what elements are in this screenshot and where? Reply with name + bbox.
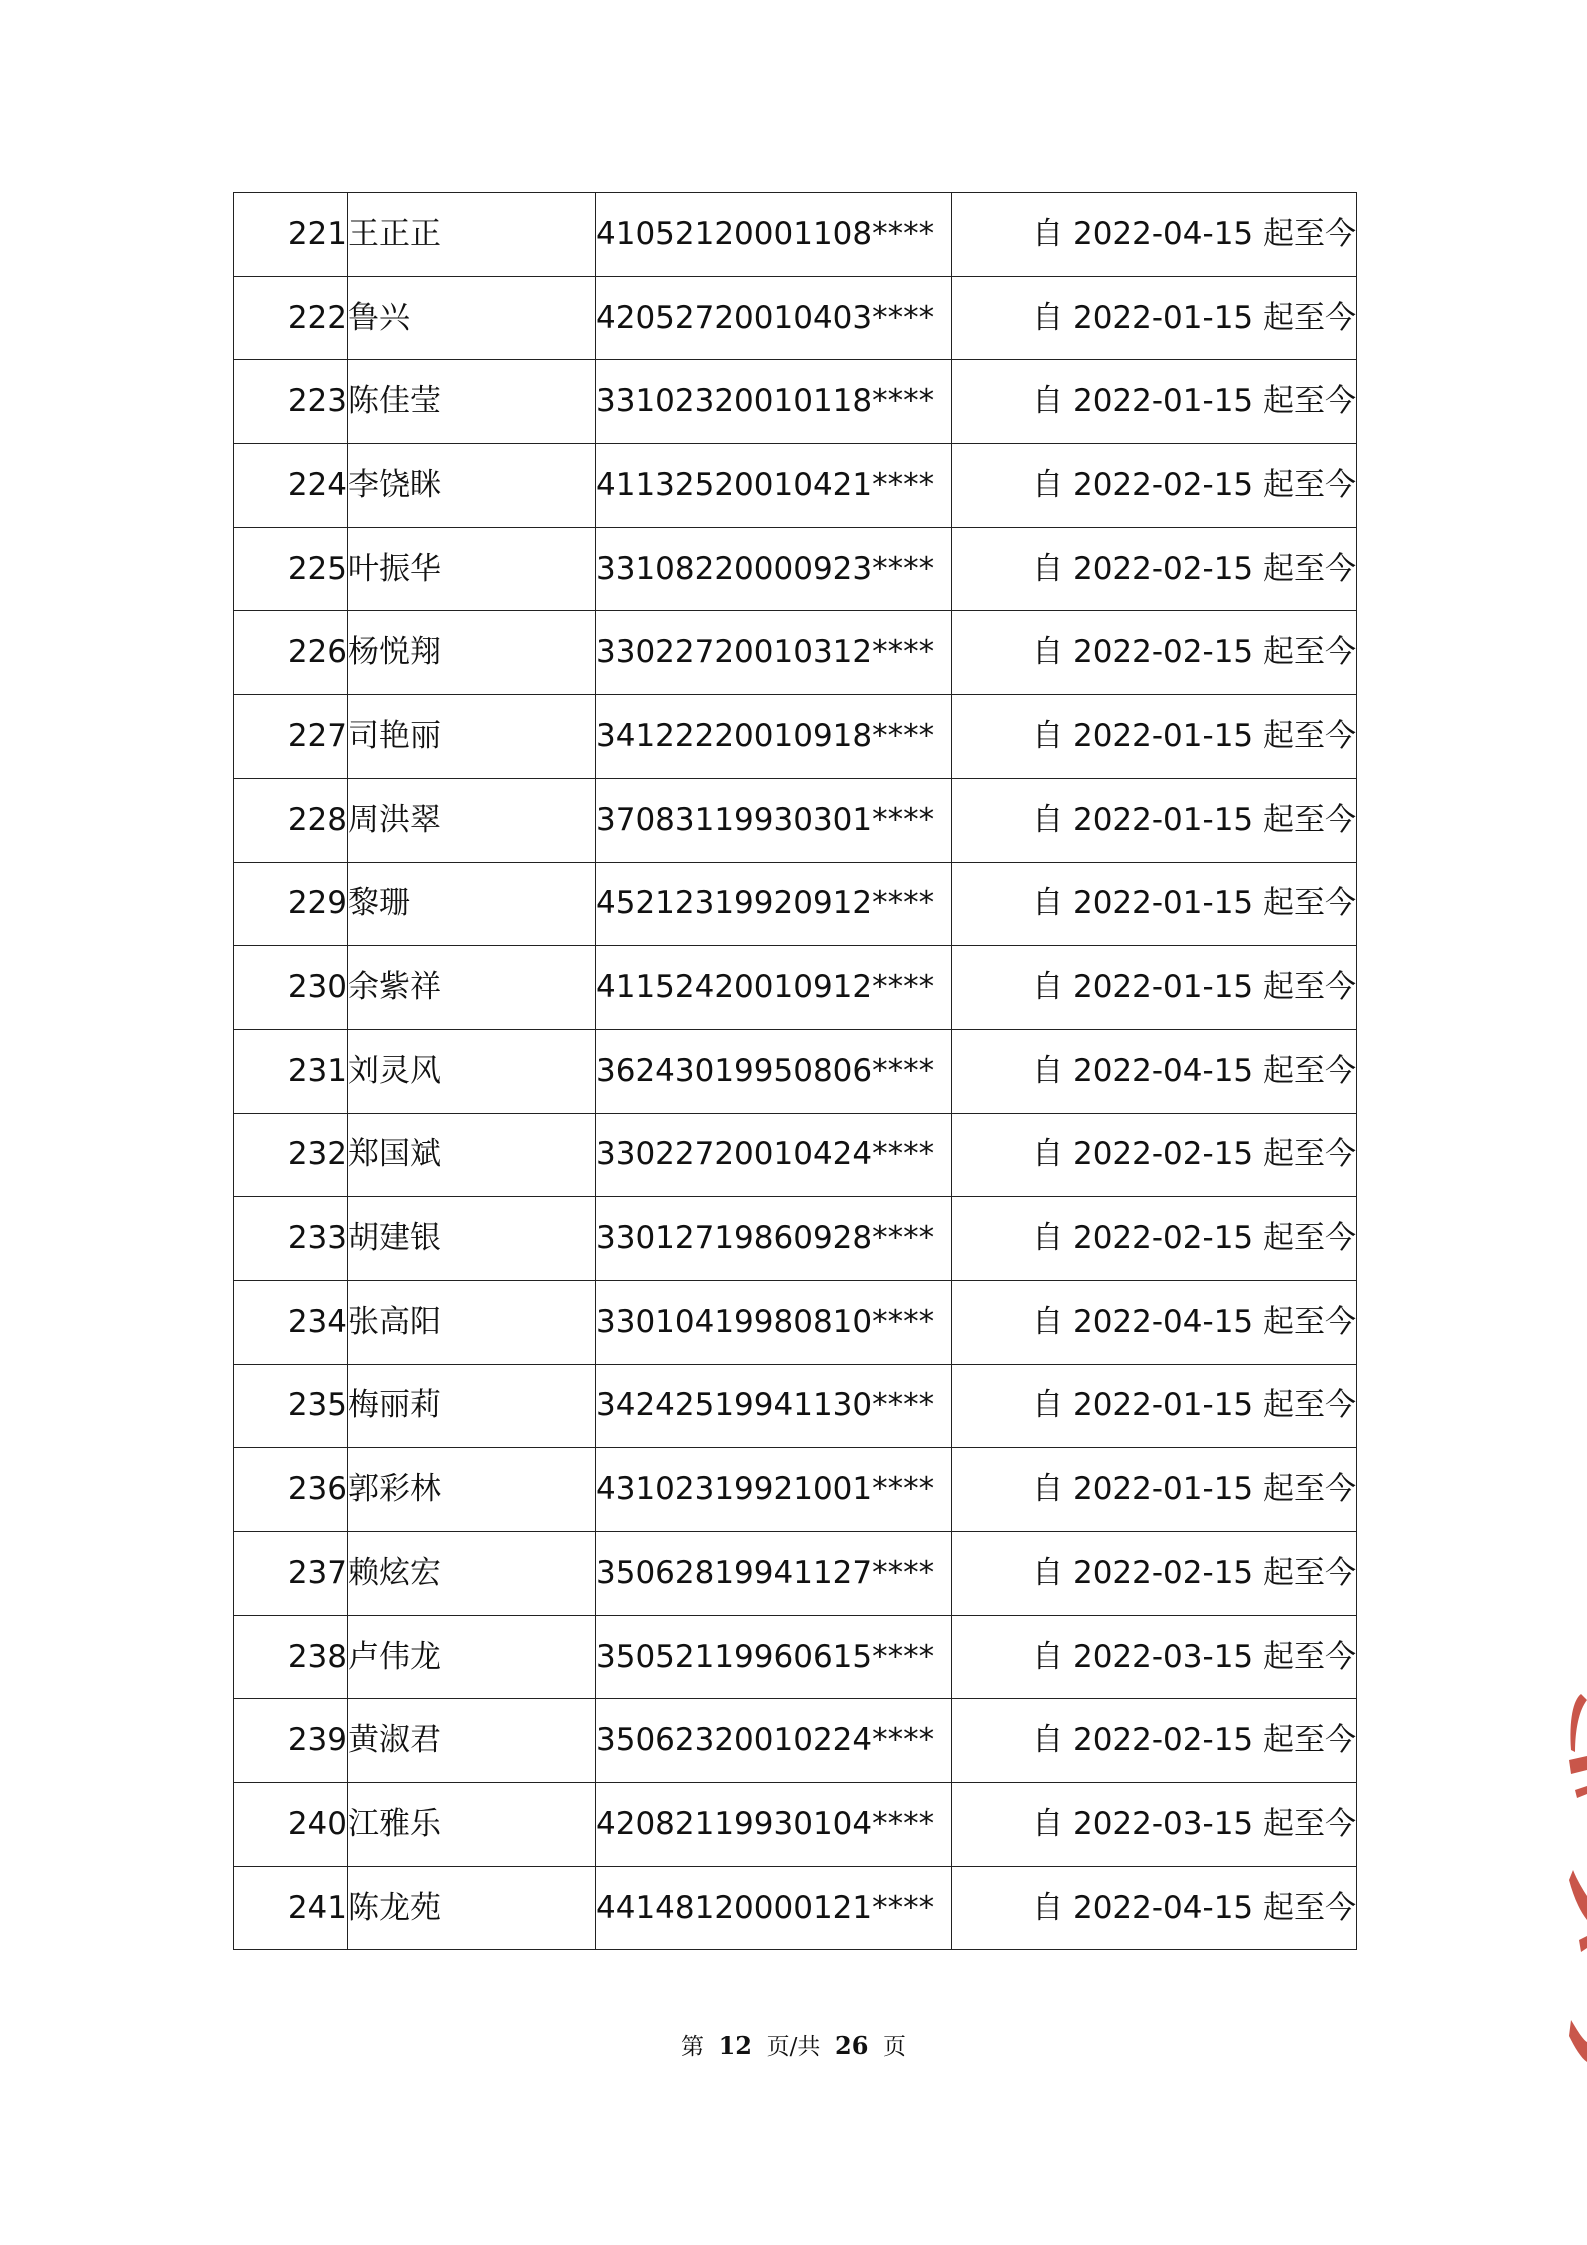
cell-id-number: 41152420010912****: [596, 946, 952, 1030]
table-row: [234, 862, 1357, 946]
cell-number: 235: [234, 1364, 348, 1448]
cell-period: 自 2022-04-15 起至今: [952, 193, 1357, 277]
table-row: [234, 1866, 1357, 1950]
cell-id-number: 33010419980810****: [596, 1280, 952, 1364]
cell-name: 梅丽莉: [348, 1364, 596, 1448]
cell-number: 229: [234, 862, 348, 946]
roster-table: [233, 192, 1357, 1950]
cell-period: 自 2022-01-15 起至今: [952, 1364, 1357, 1448]
cell-id-number: 36243019950806****: [596, 1029, 952, 1113]
cell-period: 自 2022-01-15 起至今: [952, 360, 1357, 444]
table-row: [234, 1532, 1357, 1616]
cell-number: 239: [234, 1699, 348, 1783]
cell-name: 叶振华: [348, 527, 596, 611]
cell-id-number: 35062320010224****: [596, 1699, 952, 1783]
cell-number: 224: [234, 444, 348, 528]
cell-name: 周洪翠: [348, 778, 596, 862]
cell-number: 221: [234, 193, 348, 277]
table-row: [234, 946, 1357, 1030]
table-row: [234, 1029, 1357, 1113]
cell-period: 自 2022-02-15 起至今: [952, 527, 1357, 611]
footer-prefix: 第: [680, 2034, 704, 2060]
cell-name: 刘灵风: [348, 1029, 596, 1113]
cell-number: 222: [234, 276, 348, 360]
cell-name: 陈佳莹: [348, 360, 596, 444]
cell-name: 卢伟龙: [348, 1615, 596, 1699]
cell-period: 自 2022-04-15 起至今: [952, 1029, 1357, 1113]
table-row: [234, 1280, 1357, 1364]
cell-period: 自 2022-03-15 起至今: [952, 1615, 1357, 1699]
cell-id-number: 45212319920912****: [596, 862, 952, 946]
cell-id-number: 33102320010118****: [596, 360, 952, 444]
cell-id-number: 44148120000121****: [596, 1866, 952, 1950]
table-row: [234, 1197, 1357, 1281]
cell-name: 赖炫宏: [348, 1532, 596, 1616]
cell-period: 自 2022-03-15 起至今: [952, 1783, 1357, 1867]
cell-name: 胡建银: [348, 1197, 596, 1281]
cell-id-number: 33022720010424****: [596, 1113, 952, 1197]
cell-number: 228: [234, 778, 348, 862]
seal-stamp-marks: [1569, 1694, 1587, 2062]
cell-name: 李饶眯: [348, 444, 596, 528]
cell-name: 王正正: [348, 193, 596, 277]
cell-name: 杨悦翔: [348, 611, 596, 695]
cell-number: 240: [234, 1783, 348, 1867]
cell-period: 自 2022-01-15 起至今: [952, 276, 1357, 360]
cell-period: 自 2022-02-15 起至今: [952, 1699, 1357, 1783]
table-row: [234, 1448, 1357, 1532]
cell-name: 黎珊: [348, 862, 596, 946]
cell-name: 黄淑君: [348, 1699, 596, 1783]
table-row: [234, 1113, 1357, 1197]
cell-id-number: 41052120001108****: [596, 193, 952, 277]
cell-period: 自 2022-01-15 起至今: [952, 778, 1357, 862]
roster-table-body: [234, 193, 1357, 1950]
cell-period: 自 2022-02-15 起至今: [952, 1113, 1357, 1197]
page-footer: [0, 2028, 1587, 2061]
cell-number: 223: [234, 360, 348, 444]
cell-period: 自 2022-01-15 起至今: [952, 695, 1357, 779]
cell-id-number: 35052119960615****: [596, 1615, 952, 1699]
cell-period: 自 2022-01-15 起至今: [952, 862, 1357, 946]
table-row: [234, 1699, 1357, 1783]
seal-stamp-fragment: [1561, 1690, 1587, 2070]
cell-period: 自 2022-04-15 起至今: [952, 1866, 1357, 1950]
cell-number: 226: [234, 611, 348, 695]
footer-middle: 页/共: [766, 2034, 821, 2060]
cell-id-number: 33012719860928****: [596, 1197, 952, 1281]
cell-name: 司艳丽: [348, 695, 596, 779]
cell-name: 郑国斌: [348, 1113, 596, 1197]
cell-period: 自 2022-02-15 起至今: [952, 1197, 1357, 1281]
cell-id-number: 33022720010312****: [596, 611, 952, 695]
cell-number: 234: [234, 1280, 348, 1364]
cell-id-number: 37083119930301****: [596, 778, 952, 862]
cell-name: 江雅乐: [348, 1783, 596, 1867]
cell-name: 郭彩林: [348, 1448, 596, 1532]
cell-number: 237: [234, 1532, 348, 1616]
cell-id-number: 35062819941127****: [596, 1532, 952, 1616]
cell-period: 自 2022-04-15 起至今: [952, 1280, 1357, 1364]
cell-period: 自 2022-01-15 起至今: [952, 946, 1357, 1030]
footer-total-pages: 26: [835, 2031, 869, 2060]
cell-period: 自 2022-02-15 起至今: [952, 611, 1357, 695]
table-row: [234, 527, 1357, 611]
cell-name: 鲁兴: [348, 276, 596, 360]
cell-name: 余紫祥: [348, 946, 596, 1030]
cell-number: 241: [234, 1866, 348, 1950]
cell-id-number: 34242519941130****: [596, 1364, 952, 1448]
cell-number: 236: [234, 1448, 348, 1532]
cell-id-number: 42052720010403****: [596, 276, 952, 360]
cell-id-number: 41132520010421****: [596, 444, 952, 528]
cell-number: 232: [234, 1113, 348, 1197]
cell-name: 陈龙苑: [348, 1866, 596, 1950]
cell-number: 230: [234, 946, 348, 1030]
cell-number: 238: [234, 1615, 348, 1699]
cell-period: 自 2022-02-15 起至今: [952, 444, 1357, 528]
table-row: [234, 695, 1357, 779]
cell-id-number: 34122220010918****: [596, 695, 952, 779]
table-row: [234, 1364, 1357, 1448]
cell-number: 227: [234, 695, 348, 779]
table-row: [234, 360, 1357, 444]
footer-suffix: 页: [883, 2034, 907, 2060]
cell-number: 225: [234, 527, 348, 611]
cell-period: 自 2022-02-15 起至今: [952, 1532, 1357, 1616]
table-row: [234, 611, 1357, 695]
cell-id-number: 33108220000923****: [596, 527, 952, 611]
cell-number: 233: [234, 1197, 348, 1281]
table-row: [234, 276, 1357, 360]
cell-id-number: 43102319921001****: [596, 1448, 952, 1532]
table-row: [234, 778, 1357, 862]
cell-name: 张高阳: [348, 1280, 596, 1364]
table-row: [234, 1783, 1357, 1867]
table-row: [234, 193, 1357, 277]
table-row: [234, 1615, 1357, 1699]
table-row: [234, 444, 1357, 528]
cell-id-number: 42082119930104****: [596, 1783, 952, 1867]
cell-number: 231: [234, 1029, 348, 1113]
footer-current-page: 12: [718, 2031, 752, 2060]
cell-period: 自 2022-01-15 起至今: [952, 1448, 1357, 1532]
